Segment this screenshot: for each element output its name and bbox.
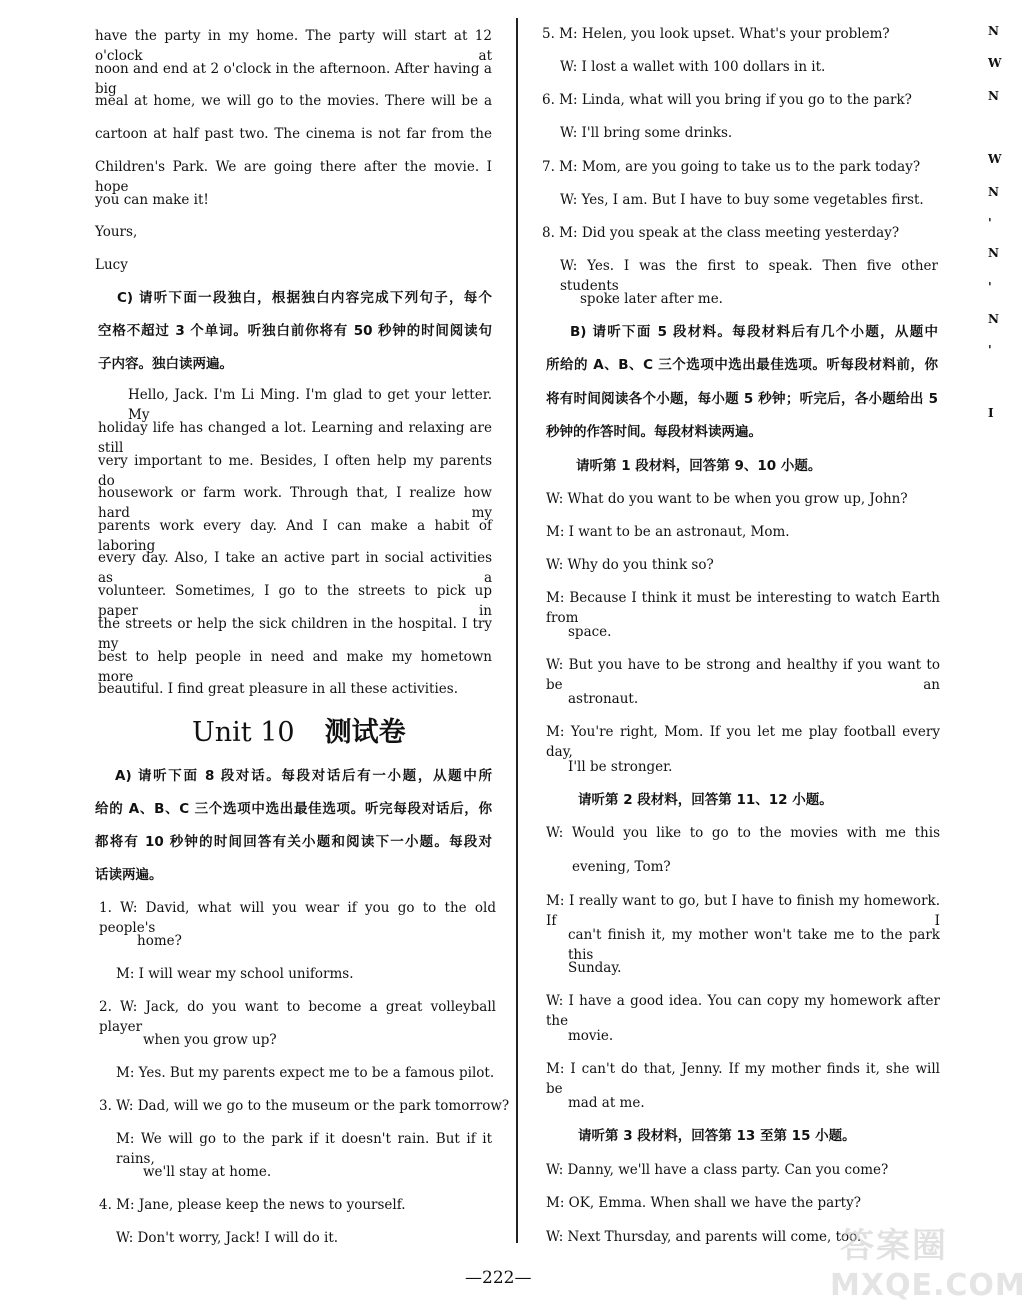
dialogue-line: evening, Tom? [572, 859, 671, 875]
dialogue-line: M: Yes. But my parents expect me to be a famous pilot. [116, 1065, 495, 1081]
material-header: 请听第 1 段材料，回答第 9、10 小题。 [576, 458, 822, 474]
monologue-line: very important to me. Besides, I often help my parents do [98, 453, 492, 489]
dialogue-line: 3. W: Dad, will we go to the museum or the park tomorrow? [99, 1098, 510, 1114]
section-b-instructions: 将有时间阅读各个小题，每小题 5 秒钟；听完后，各小题给出 5 [546, 391, 938, 407]
letter-closing: Yours, [95, 224, 138, 240]
dialogue-line: 1. W: David, what will you wear if you go to the old people's [99, 900, 496, 936]
dialogue-line: W: Why do you think so? [546, 557, 714, 573]
section-a-instructions: A) 请听下面 8 段对话。每段对话后有一小题，从题中所 [115, 768, 492, 784]
dialogue-line: M: You're right, Mom. If you let me play football every day, [546, 724, 940, 760]
edge-fragment: N [988, 185, 999, 199]
dialogue-line: M: We will go to the park if it doesn't rain. But if it rains, [116, 1131, 492, 1167]
dialogue-line: W: I lost a wallet with 100 dollars in it. [560, 59, 826, 75]
dialogue-line: M: OK, Emma. When shall we have the party? [546, 1195, 861, 1211]
section-a-instructions: 给的 A、B、C 三个选项中选出最佳选项。听完每段对话后，你 [95, 801, 492, 817]
section-a-instructions: 话读两遍。 [95, 867, 163, 883]
dialogue-line: W: Yes, I am. But I have to buy some vegetables first. [560, 192, 924, 208]
unit-title: Unit 10 [192, 717, 295, 748]
dialogue-line: M: Because I think it must be interesting to watch Earth from [546, 590, 940, 626]
dialogue-line: W: Don't worry, Jack! I will do it. [116, 1230, 339, 1246]
edge-fragment: ' [988, 216, 992, 230]
watermark-text-top: 答案圈 [840, 1226, 948, 1266]
dialogue-line: spoke later after me. [580, 291, 723, 307]
section-c-instructions: C) 请听下面一段独白，根据独白内容完成下列句子，每个 [117, 290, 492, 306]
monologue-line: beautiful. I find great pleasure in all these activities. [98, 681, 459, 697]
section-b-instructions: 所给的 A、B、C 三个选项中选出最佳选项。听每段材料前，你 [546, 357, 938, 373]
dialogue-line: M: I will wear my school uniforms. [116, 966, 354, 982]
dialogue-line: home? [137, 933, 182, 949]
dialogue-line: I'll be stronger. [568, 759, 673, 775]
dialogue-line: we'll stay at home. [143, 1164, 272, 1180]
section-b-instructions: 秒钟的作答时间。每段材料读两遍。 [546, 424, 762, 440]
dialogue-line: W: Danny, we'll have a class party. Can you come? [546, 1162, 889, 1178]
monologue-line: parents work every day. And I can make a habit of laboring [98, 518, 492, 554]
edge-fragment: ' [988, 280, 992, 294]
edge-fragment: W [988, 152, 1002, 166]
monologue-line: holiday life has changed a lot. Learning and relaxing are still [98, 420, 492, 456]
letter-signature: Lucy [95, 257, 128, 273]
dialogue-line: 7. M: Mom, are you going to take us to the park today? [542, 159, 921, 175]
dialogue-line: W: Yes. I was the first to speak. Then five other students [560, 258, 938, 294]
watermark-logo [830, 1218, 1026, 1310]
letter-line: Children's Park. We are going there after the movie. I hope [95, 159, 492, 195]
dialogue-line: W: What do you want to be when you grow up, John? [546, 491, 908, 507]
dialogue-line: mad at me. [568, 1095, 645, 1111]
column-divider [516, 18, 518, 1243]
dialogue-line: W: I'll bring some drinks. [560, 125, 733, 141]
dialogue-line: 5. M: Helen, you look upset. What's your problem? [542, 26, 890, 42]
letter-line: have the party in my home. The party will start at 12 o'clock at [95, 28, 492, 64]
edge-fragment: W [988, 56, 1002, 70]
dialogue-line: M: I really want to go, but I have to finish my homework. If I [546, 893, 940, 929]
section-b-instructions: B) 请听下面 5 段材料。每段材料后有几个小题，从题中 [570, 324, 938, 340]
page-number: —222— [465, 1268, 532, 1288]
monologue-line: every day. Also, I take an active part in social activities as a [98, 550, 492, 586]
section-c-instructions: 子内容。独白读两遍。 [98, 356, 233, 372]
monologue-line: volunteer. Sometimes, I go to the streets to pick up paper in [98, 583, 492, 619]
dialogue-line: M: I can't do that, Jenny. If my mother finds it, she will be [546, 1061, 940, 1097]
edge-fragment: N [988, 246, 999, 260]
dialogue-line: 4. M: Jane, please keep the news to yourself. [99, 1197, 406, 1213]
dialogue-line: 8. M: Did you speak at the class meeting yesterday? [542, 225, 900, 241]
dialogue-line: 2. W: Jack, do you want to become a great volleyball player [99, 999, 496, 1035]
dialogue-line: M: I want to be an astronaut, Mom. [546, 524, 790, 540]
unit-subtitle: 测试卷 [324, 717, 406, 748]
watermark-text-bottom: MXQE.COM [830, 1268, 1026, 1303]
material-header: 请听第 2 段材料，回答第 11、12 小题。 [578, 792, 833, 808]
dialogue-line: Sunday. [568, 960, 622, 976]
monologue-line: the streets or help the sick children in the hospital. I try my [98, 616, 492, 652]
dialogue-line: movie. [568, 1028, 614, 1044]
dialogue-line: when you grow up? [143, 1032, 277, 1048]
dialogue-line: space. [568, 624, 612, 640]
letter-line: you can make it! [95, 192, 209, 208]
letter-line: meal at home, we will go to the movies. There will be a [95, 93, 492, 109]
edge-fragment: N [988, 24, 999, 38]
monologue-line: best to help people in need and make my hometown more [98, 649, 492, 685]
dialogue-line: astronaut. [568, 691, 639, 707]
monologue-line: Hello, Jack. I'm Li Ming. I'm glad to get your letter. My [128, 387, 492, 423]
dialogue-line: W: Next Thursday, and parents will come, too. [546, 1229, 862, 1245]
section-a-instructions: 都将有 10 秒钟的时间回答有关小题和阅读下一小题。每段对 [95, 834, 492, 850]
section-c-instructions: 空格不超过 3 个单词。听独白前你将有 50 秒钟的时间阅读句 [98, 323, 492, 339]
dialogue-line: can't finish it, my mother won't take me to the park this [568, 927, 940, 963]
edge-fragment: N [988, 312, 999, 326]
monologue-line: housework or farm work. Through that, I realize how hard my [98, 485, 492, 521]
edge-fragment: ' [988, 343, 992, 357]
material-header: 请听第 3 段材料，回答第 13 至第 15 小题。 [578, 1128, 856, 1144]
dialogue-line: W: Would you like to go to the movies with me this [546, 825, 940, 841]
unit-heading [192, 715, 406, 751]
dialogue-line: 6. M: Linda, what will you bring if you go to the park? [542, 92, 912, 108]
letter-line: noon and end at 2 o'clock in the afternoon. After having a big [95, 61, 492, 97]
dialogue-line: W: But you have to be strong and healthy if you want to be an [546, 657, 940, 693]
letter-line: cartoon at half past two. The cinema is not far from the [95, 126, 492, 142]
dialogue-line: W: I have a good idea. You can copy my homework after the [546, 993, 940, 1029]
edge-fragment: I [988, 406, 994, 420]
edge-fragment: N [988, 89, 999, 103]
